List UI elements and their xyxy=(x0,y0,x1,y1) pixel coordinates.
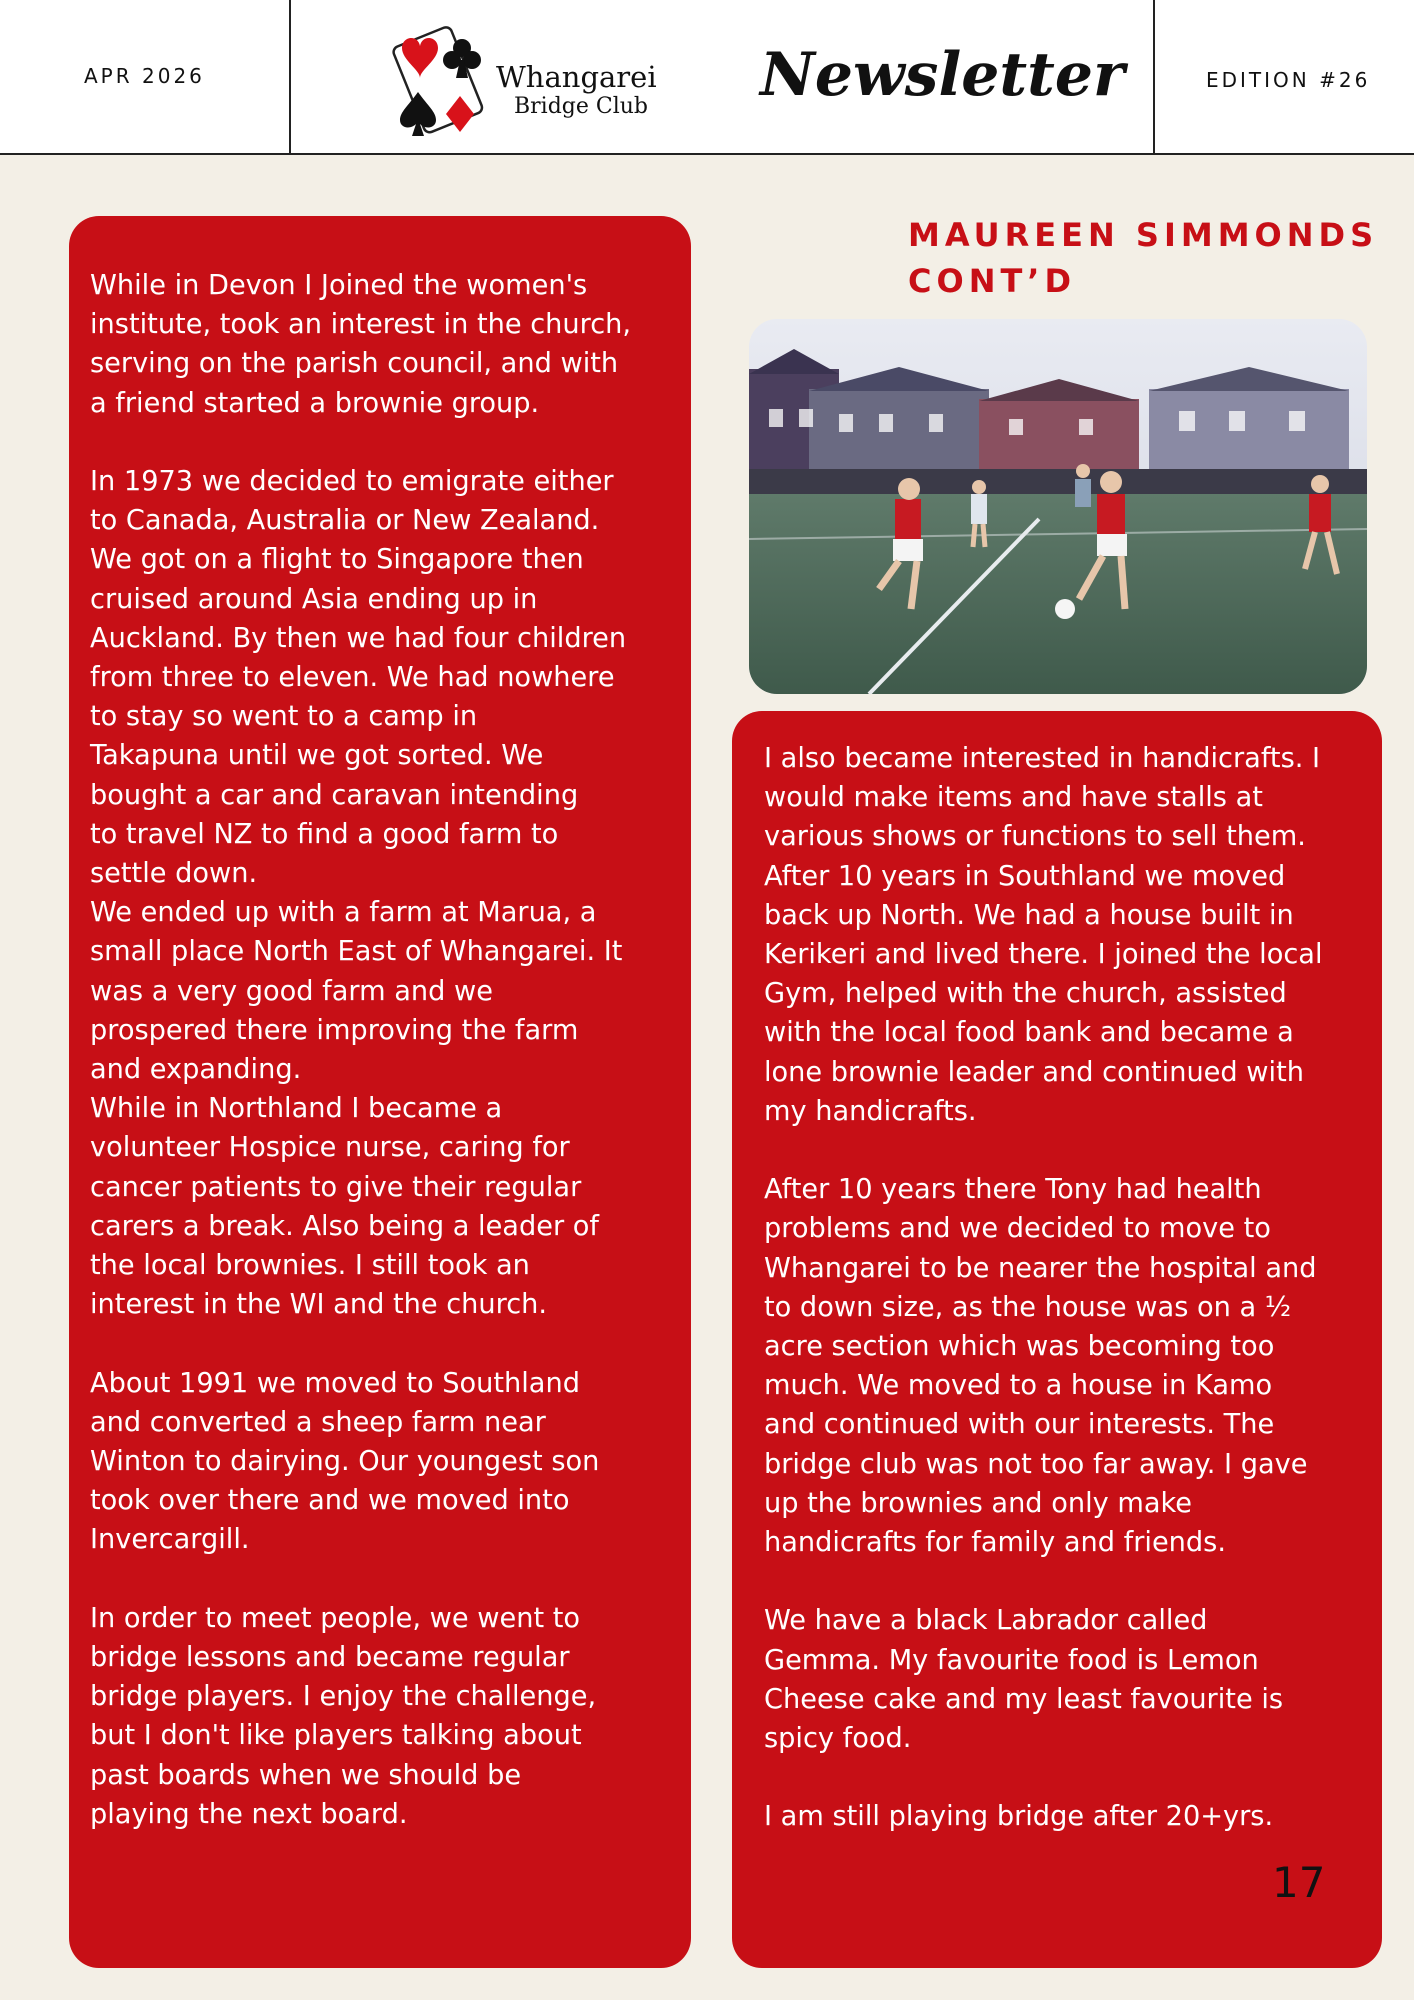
article-heading xyxy=(908,212,1378,304)
paragraph: In 1973 we decided to emigrate either to Canada, Australia or New Zealand. We got on a flight to Singapore then cruised around Asia ending up in Auckland. By then we had four children from three to eleven. We had nowhere to stay so went to a camp in Takapuna until we got sorted. We bought a car and caravan intending to travel NZ to find a good farm to settle down. We ended up with a farm at Marua, a small place North East of Whangarei. It was a very good farm and we prospered there improving the farm and expanding. While in Northland I became a volunteer Hospice nurse, caring for cancer patients to give their regular carers a break. Also being a leader of the local brownies. I still took an interest in the WI and the church. xyxy=(90,466,627,1321)
club-logo xyxy=(388,22,688,142)
playing-cards-icon xyxy=(388,22,498,142)
paragraph: We have a black Labrador called Gemma. My favourite food is Lemon Cheese cake and my least favourite is spicy food. xyxy=(764,1605,1284,1755)
header-divider-left xyxy=(289,0,291,155)
club-name-line2: Bridge Club xyxy=(514,94,649,119)
paragraph: About 1991 we moved to Southland and converted a sheep farm near Winton to dairying. Our youngest son took over there and we moved into Invercargill. xyxy=(90,1367,600,1556)
football-match-photo xyxy=(749,319,1367,694)
page-number: 17 xyxy=(1272,1858,1326,1907)
newsletter-title: Newsletter xyxy=(760,40,1125,110)
photo-icon xyxy=(749,319,1367,694)
header-divider-right xyxy=(1153,0,1155,155)
paragraph: I also became interested in handicrafts. I would make items and have stalls at various shows or functions to sell them. After 10 years in Southland we moved back up North. We had a house built in Kerikeri and lived there. I joined the local Gym, helped with the church, assisted with the local food bank and became a lone brownie leader and continued with my handicrafts. xyxy=(764,743,1323,1127)
paragraph: I am still playing bridge after 20+yrs. xyxy=(764,1801,1274,1833)
paragraph: In order to meet people, we went to bridge lessons and became regular bridge players. I enjoy the challenge, but I don't like players talking about past boards when we should be playing the next board. xyxy=(90,1602,597,1830)
paragraph: After 10 years there Tony had health problems and we decided to move to Whangarei to be nearer the hospital and to down size, as the house was on a ½ acre section which was becoming too much. We moved to a house in Kamo and continued with our interests. The bridge club was not too far away. I gave up the brownies and only make handicrafts for family and friends. xyxy=(764,1174,1317,1559)
edition-number: EDITION #26 xyxy=(1206,68,1371,92)
left-text-panel xyxy=(69,216,691,1968)
paragraph: While in Devon I Joined the women's institute, took an interest in the church, serving on the parish council, and with a friend started a brownie group. xyxy=(90,270,632,419)
right-text-panel xyxy=(732,711,1382,1968)
article-heading-line2: CONT’D xyxy=(908,262,1077,300)
club-name-line1: Whangarei xyxy=(496,60,657,94)
newsletter-header xyxy=(0,0,1414,155)
issue-date: APR 2026 xyxy=(84,64,205,88)
article-heading-line1: MAUREEN SIMMONDS xyxy=(908,216,1379,254)
